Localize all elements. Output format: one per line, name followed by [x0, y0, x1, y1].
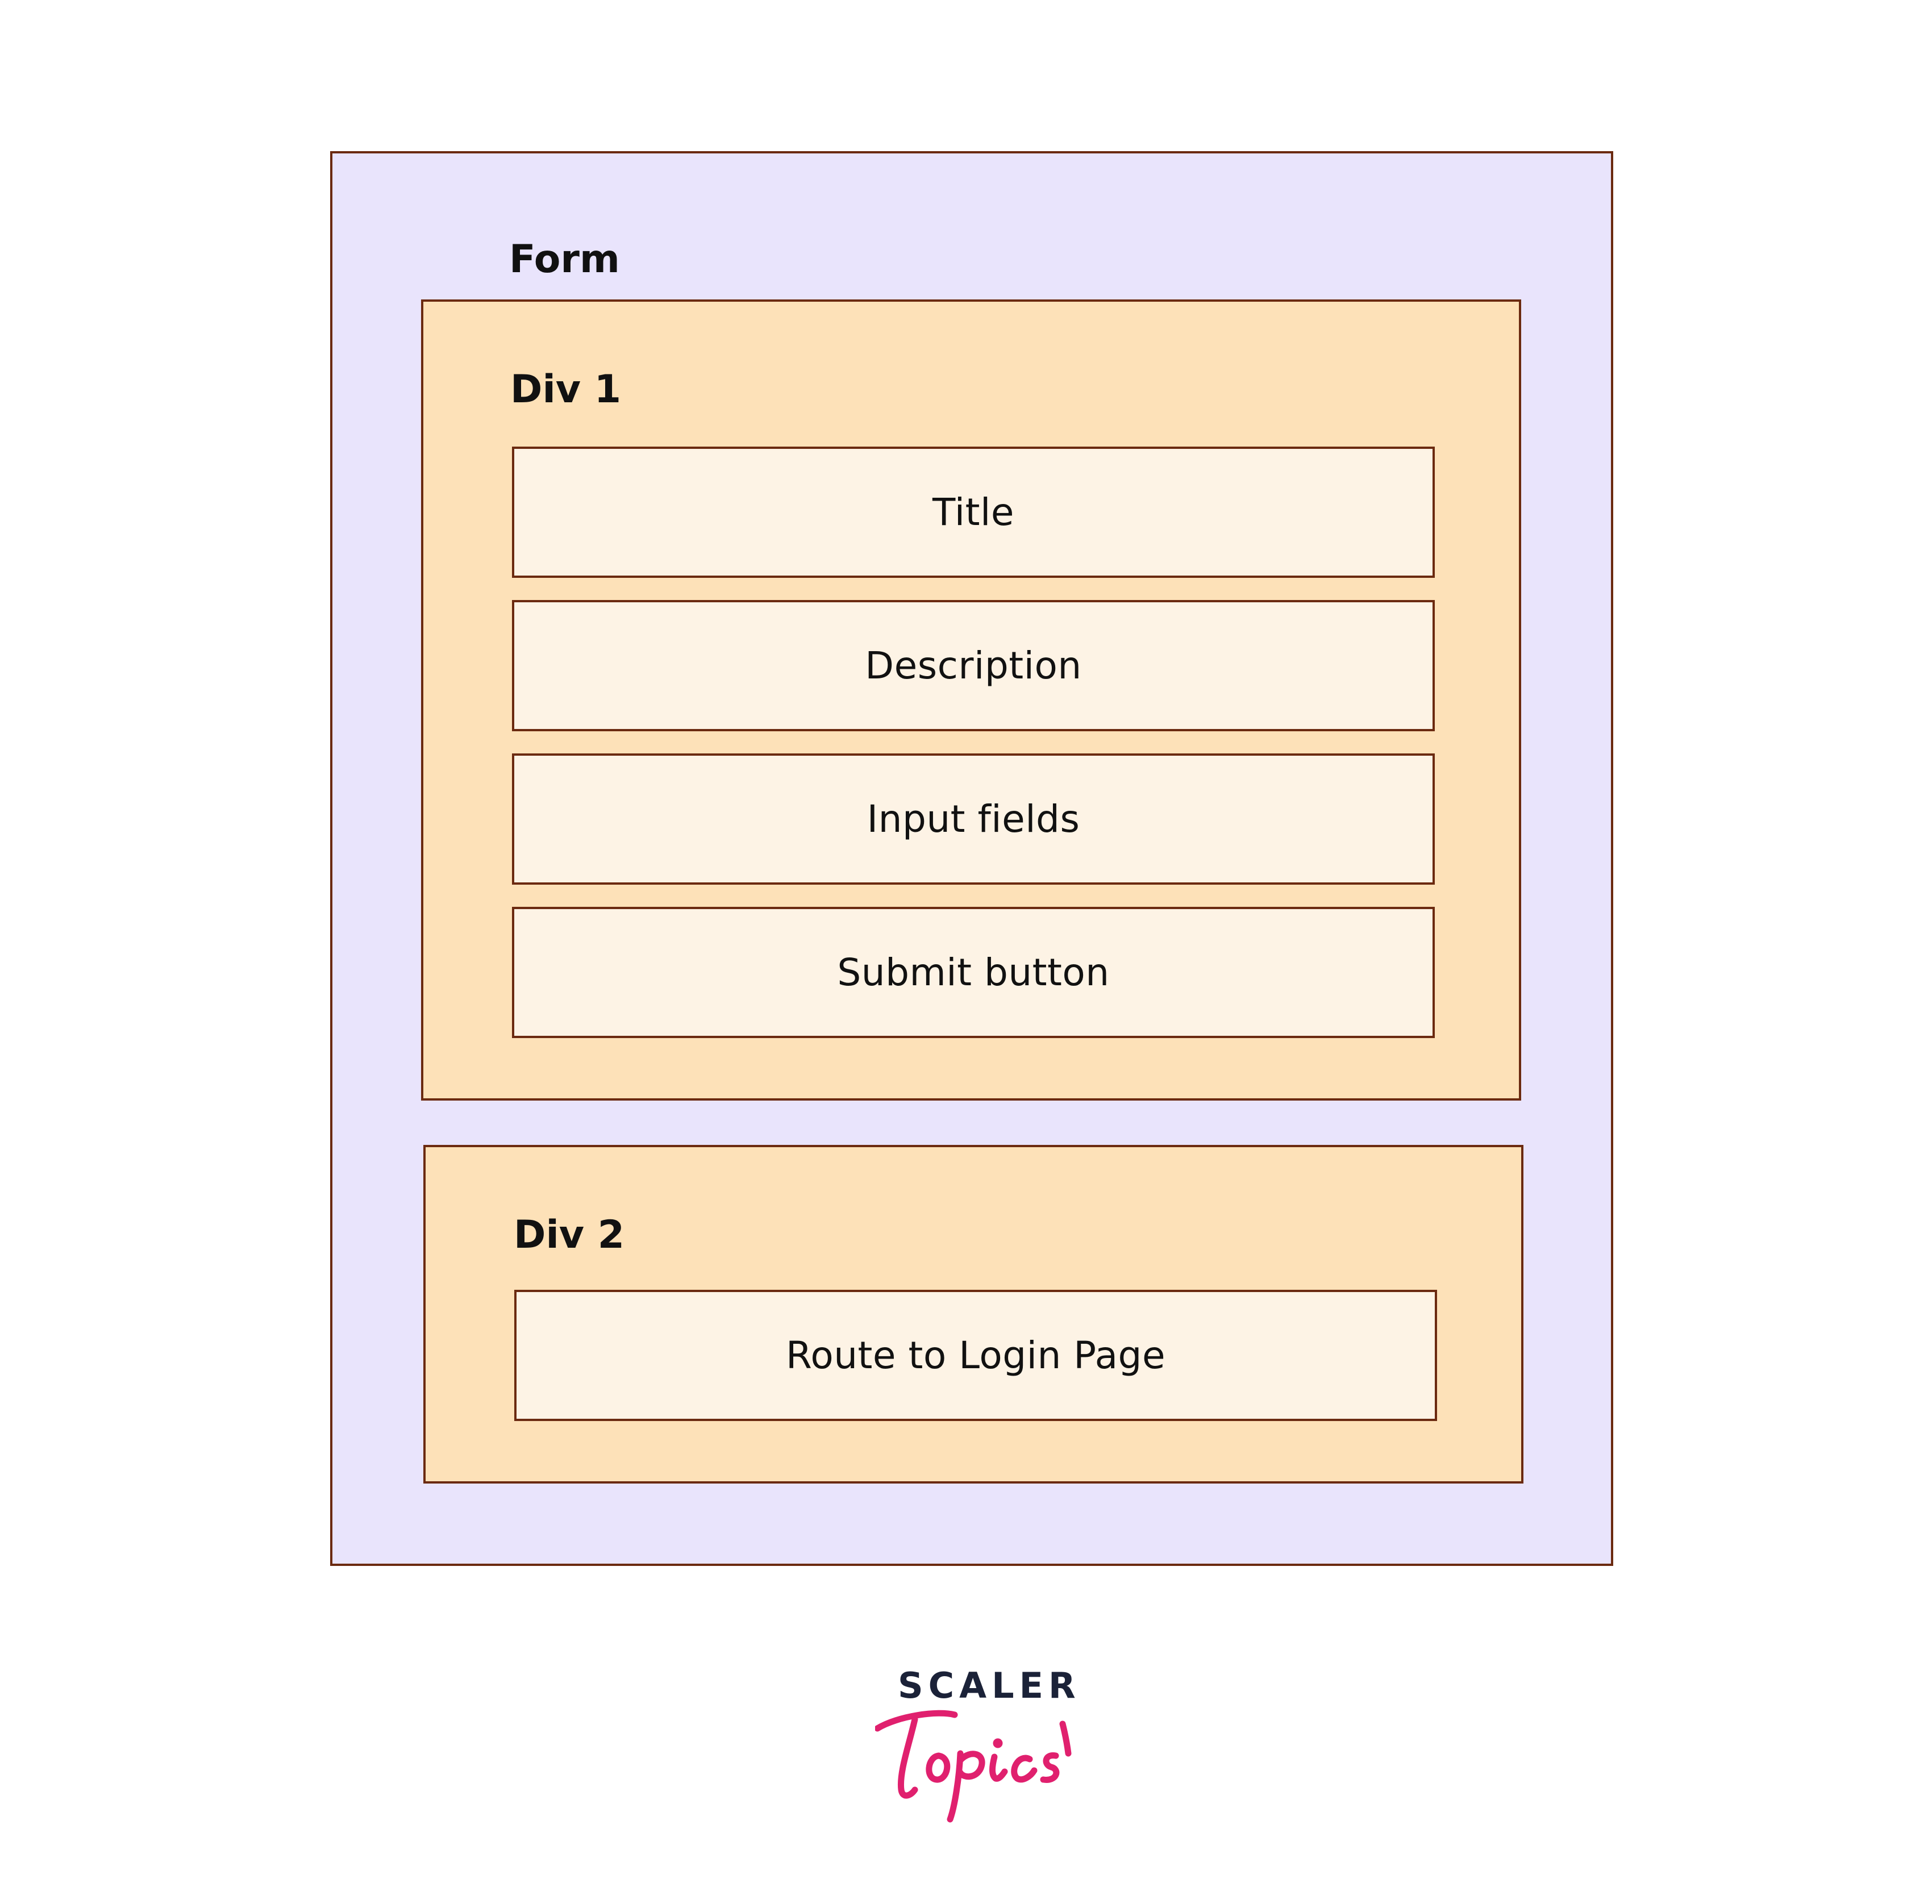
form-label: Form: [509, 237, 620, 282]
logo-script-topics: [875, 1699, 1080, 1824]
scaler-topics-logo: [875, 1665, 1080, 1824]
input-fields-block: Input fields: [512, 753, 1435, 885]
div1-label: Div 1: [510, 367, 622, 412]
route-to-login-block: Route to Login Page: [514, 1290, 1437, 1421]
title-block: Title: [512, 447, 1435, 578]
description-block: Description: [512, 600, 1435, 731]
submit-button-block: Submit button: [512, 907, 1435, 1038]
div2-label: Div 2: [514, 1213, 625, 1257]
logo-wordmark: SCALER: [898, 1665, 1081, 1706]
